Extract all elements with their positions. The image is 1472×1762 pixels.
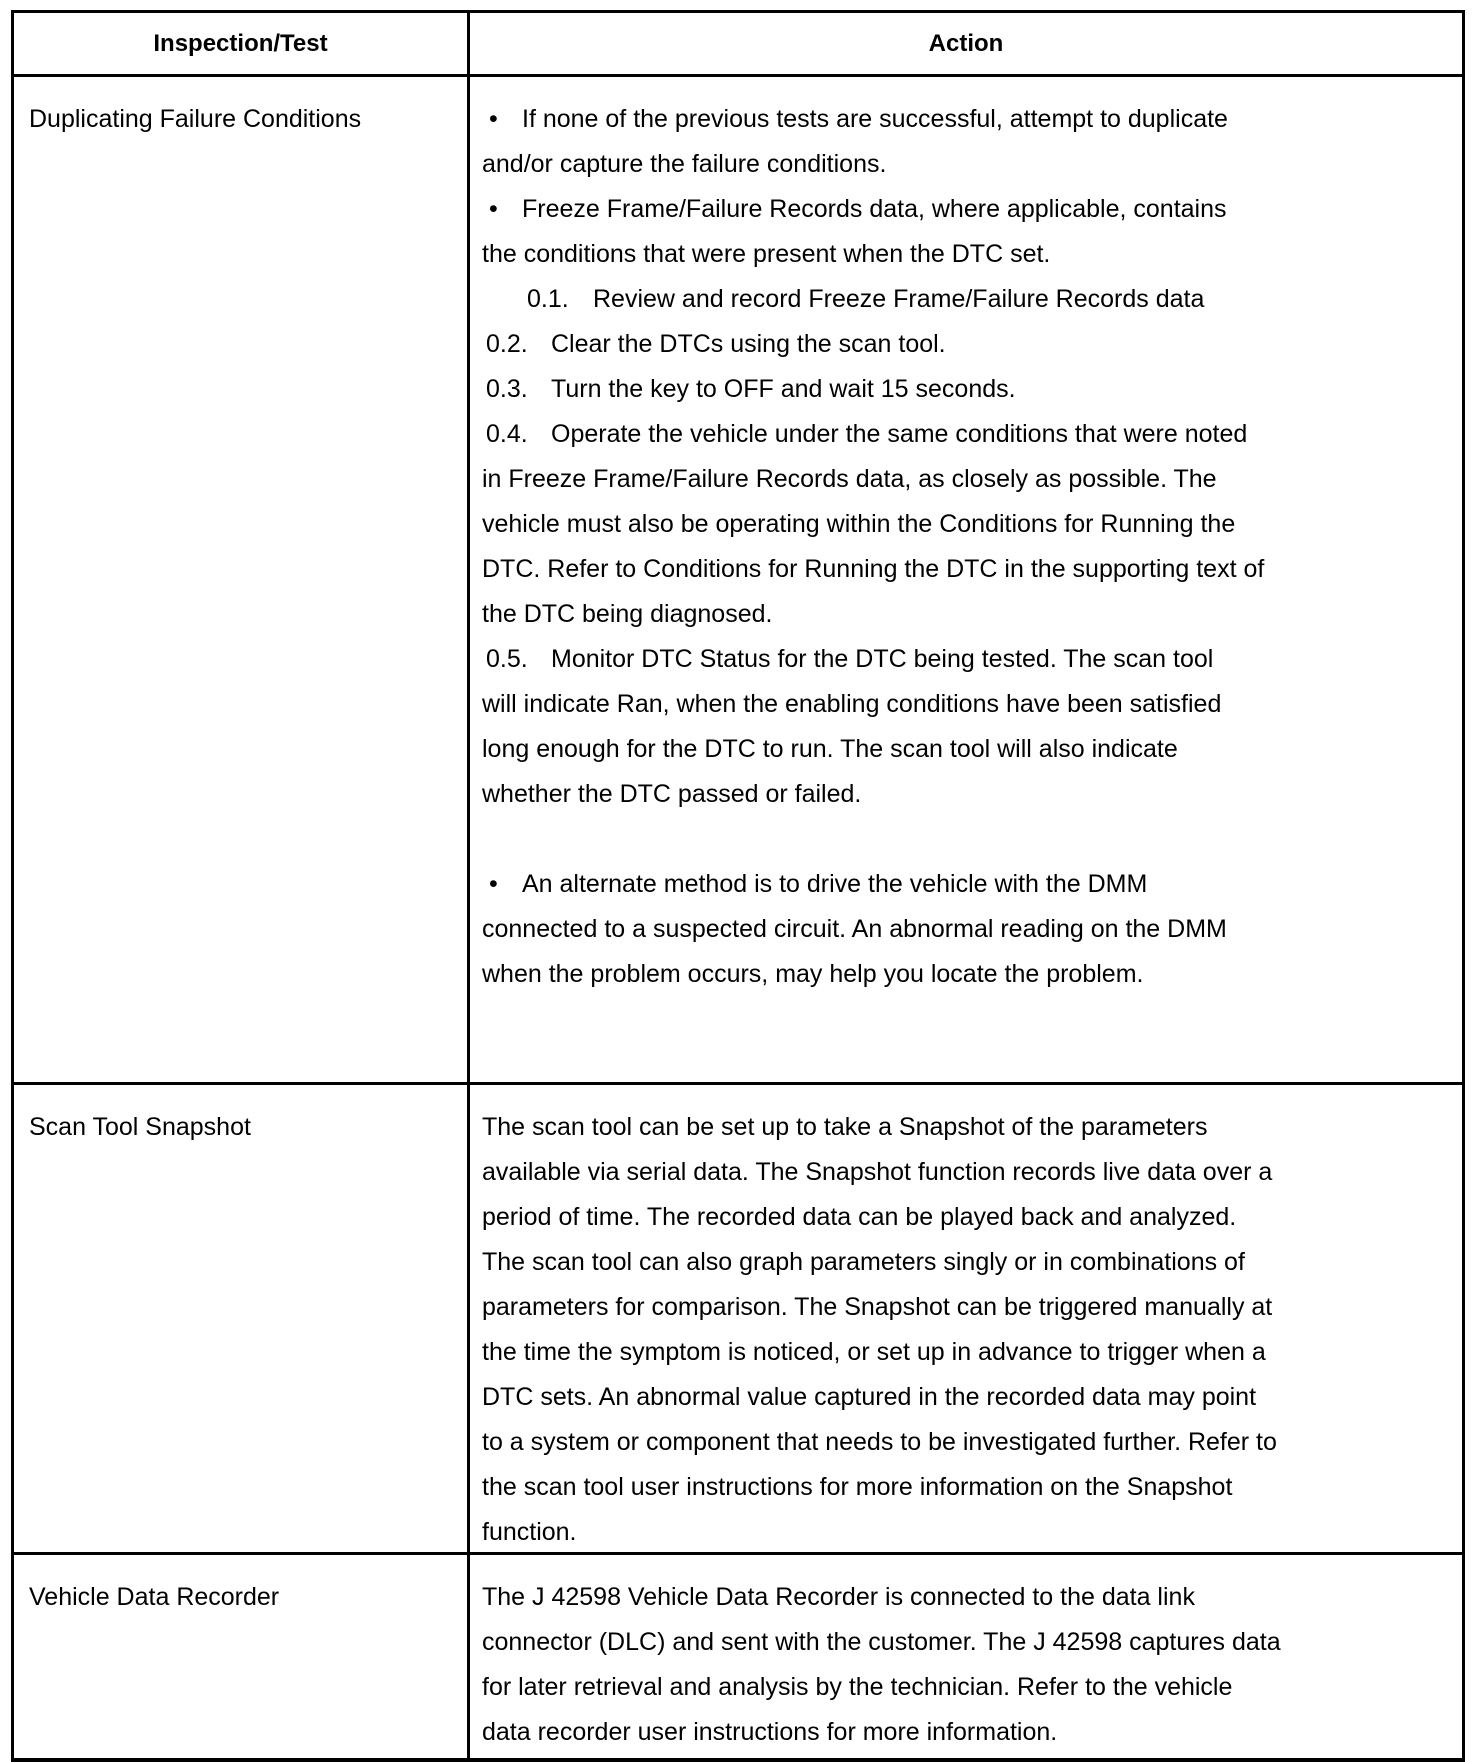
line-text: the DTC being diagnosed. — [482, 600, 773, 628]
line-text: the time the symptom is noticed, or set up in advance to trigger when a — [482, 1338, 1266, 1366]
header-inspection-test: Inspection/Test — [14, 13, 470, 74]
table-row — [14, 1552, 1462, 1758]
line-text: vehicle must also be operating within the Conditions for Running the — [482, 510, 1236, 538]
text-line — [482, 1575, 1462, 1620]
line-text: available via serial data. The Snapshot function records live data over a — [482, 1158, 1273, 1186]
text-line — [482, 1375, 1462, 1420]
text-line — [482, 907, 1462, 952]
line-text: The scan tool can be set up to take a Snapshot of the parameters — [482, 1113, 1208, 1141]
text-line — [482, 1285, 1462, 1330]
text-line — [482, 547, 1462, 592]
text-line — [482, 1195, 1462, 1240]
line-text: If none of the previous tests are successful, attempt to duplicate — [522, 105, 1228, 133]
text-line — [482, 1665, 1462, 1710]
line-text: DTC sets. An abnormal value captured in the recorded data may point — [482, 1383, 1257, 1411]
line-text: to a system or component that needs to be investigated further. Refer to — [482, 1428, 1277, 1456]
step-number: 0.2. — [486, 330, 528, 358]
line-text: period of time. The recorded data can be played back and analyzed. — [482, 1203, 1237, 1231]
line-text: The scan tool can also graph parameters singly or in combinations of — [482, 1248, 1245, 1276]
text-line — [482, 772, 1462, 817]
text-line — [482, 727, 1462, 772]
test-name: Duplicating Failure Conditions — [14, 77, 470, 1082]
text-line — [482, 1510, 1462, 1555]
line-text: when the problem occurs, may help you locate the problem. — [482, 960, 1144, 988]
line-text: connector (DLC) and sent with the customer. The J 42598 captures data — [482, 1628, 1281, 1656]
step-line — [482, 637, 1462, 682]
table-row — [14, 1082, 1462, 1552]
step-line — [482, 277, 1462, 322]
text-line — [482, 952, 1462, 997]
text-line — [482, 142, 1462, 187]
line-text: the scan tool user instructions for more information on the Snapshot — [482, 1473, 1233, 1501]
step-number: 0.5. — [486, 645, 528, 673]
action-cell — [470, 1085, 1462, 1552]
bullet-line — [482, 862, 1462, 907]
line-text: the conditions that were present when the DTC set. — [482, 240, 1051, 268]
action-cell — [470, 77, 1462, 1082]
line-text: An alternate method is to drive the vehicle with the DMM — [522, 870, 1148, 898]
line-text: The J 42598 Vehicle Data Recorder is connected to the data link — [482, 1583, 1195, 1611]
text-line — [482, 817, 1462, 862]
table-header-row — [14, 13, 1462, 74]
step-line — [482, 367, 1462, 412]
test-name: Scan Tool Snapshot — [14, 1085, 470, 1552]
bullet-icon: • — [489, 870, 498, 898]
line-text: connected to a suspected circuit. An abnormal reading on the DMM — [482, 915, 1227, 943]
step-number: 0.4. — [486, 420, 528, 448]
step-number: 0.1. — [527, 285, 569, 313]
line-text: and/or capture the failure conditions. — [482, 150, 887, 178]
line-text: Operate the vehicle under the same conditions that were noted — [551, 420, 1248, 448]
line-text: long enough for the DTC to run. The scan tool will also indicate — [482, 735, 1178, 763]
text-line — [482, 1330, 1462, 1375]
text-line — [482, 1105, 1462, 1150]
line-text: DTC. Refer to Conditions for Running the DTC in the supporting text of — [482, 555, 1265, 583]
text-line — [482, 1420, 1462, 1465]
line-text: will indicate Ran, when the enabling conditions have been satisfied — [482, 690, 1222, 718]
line-text: data recorder user instructions for more information. — [482, 1718, 1058, 1746]
line-text: whether the DTC passed or failed. — [482, 780, 862, 808]
bullet-line — [482, 97, 1462, 142]
text-line — [482, 1465, 1462, 1510]
line-text: Review and record Freeze Frame/Failure Records data — [593, 285, 1205, 313]
table-row — [14, 74, 1462, 1082]
line-text: Turn the key to OFF and wait 15 seconds. — [551, 375, 1016, 403]
step-line — [482, 322, 1462, 367]
header-action: Action — [928, 29, 1004, 57]
line-text: for later retrieval and analysis by the technician. Refer to the vehicle — [482, 1673, 1233, 1701]
test-name: Vehicle Data Recorder — [14, 1555, 470, 1758]
text-line — [482, 1240, 1462, 1285]
bullet-icon: • — [489, 105, 498, 133]
text-line — [482, 592, 1462, 637]
bullet-icon: • — [489, 195, 498, 223]
line-text: Clear the DTCs using the scan tool. — [551, 330, 946, 358]
line-text: Monitor DTC Status for the DTC being tested. The scan tool — [551, 645, 1214, 673]
text-line — [482, 457, 1462, 502]
line-text: in Freeze Frame/Failure Records data, as closely as possible. The — [482, 465, 1217, 493]
text-line — [482, 682, 1462, 727]
text-line — [482, 1620, 1462, 1665]
line-text: function. — [482, 1518, 577, 1546]
bullet-line — [482, 187, 1462, 232]
step-line — [482, 412, 1462, 457]
text-line — [482, 1150, 1462, 1195]
text-line — [482, 232, 1462, 277]
line-text: Freeze Frame/Failure Records data, where applicable, contains — [522, 195, 1227, 223]
step-number: 0.3. — [486, 375, 528, 403]
action-cell — [470, 1555, 1462, 1758]
line-text: parameters for comparison. The Snapshot can be triggered manually at — [482, 1293, 1273, 1321]
inspection-table — [11, 10, 1465, 1762]
text-line — [482, 502, 1462, 547]
text-line — [482, 1710, 1462, 1755]
